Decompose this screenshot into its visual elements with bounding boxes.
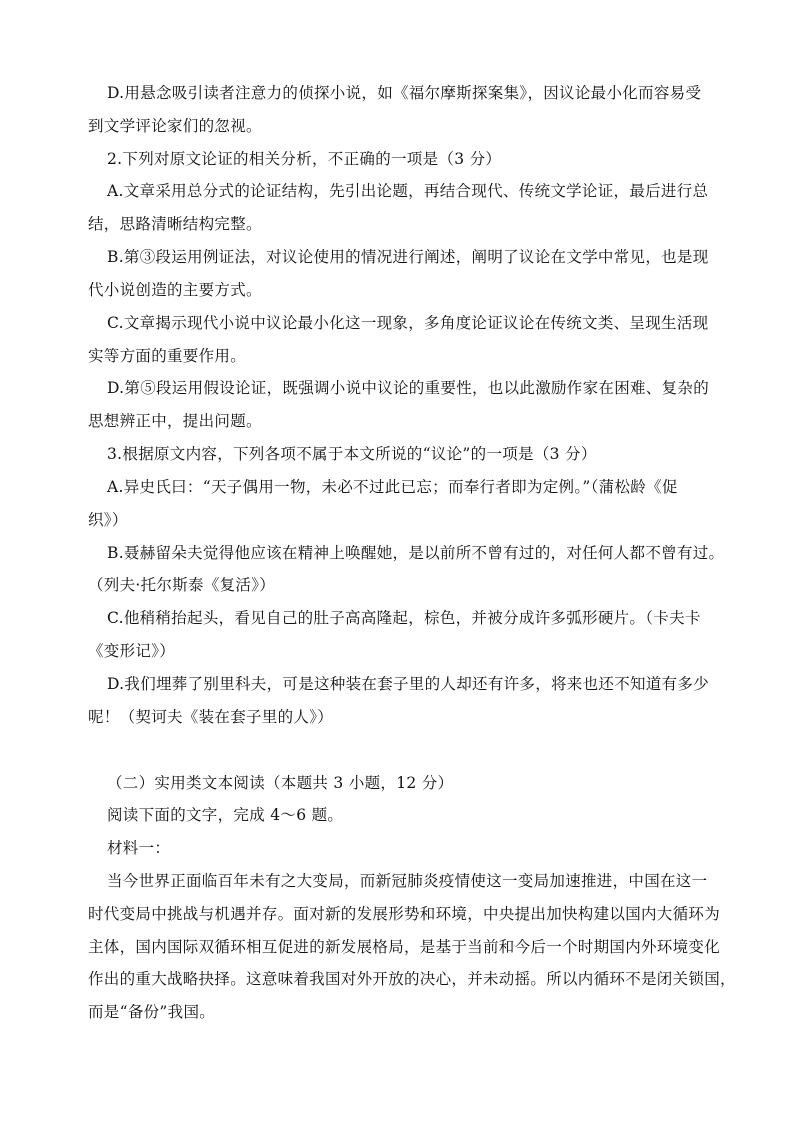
q2-option-d-line2: 思想辨正中，提出问题。 <box>88 412 262 430</box>
q2-option-c-line1: C.文章揭示现代小说中议论最小化这一现象，多角度论证议论在传统文类、呈现生活现 <box>107 314 709 332</box>
material-para-line1: 当今世界正面临百年未有之大变局，而新冠肺炎疫情使这一变局加速推进，中国在这一 <box>107 872 708 890</box>
q2-option-a-line1: A.文章采用总分式的论证结构，先引出论题，再结合现代、传统文学论证，最后进行总 <box>107 182 709 200</box>
material-label: 材料一： <box>107 839 171 857</box>
material-para-line5: 而是“备份”我国。 <box>88 1003 216 1021</box>
material-para-line4: 作出的重大战略抉择。这意味着我国对外开放的决心，并未动摇。所以内循环不是闭关锁国， <box>88 970 736 988</box>
q3-option-d-line1: D.我们埋葬了别里科夫，可是这种装在套子里的人却还有许多，将来也还不知道有多少 <box>107 675 710 693</box>
q2-stem: 2.下列对原文论证的相关分析，不正确的一项是（3 分） <box>107 150 502 168</box>
material-para-line3: 主体，国内国际双循环相互促进的新发展格局，是基于当前和今后一个时期国内外环境变化 <box>88 938 721 956</box>
q3-stem: 3.根据原文内容，下列各项不属于本文所说的“议论”的一项是（3 分） <box>107 445 597 463</box>
q3-option-b-line2: （列夫·托尔斯泰《复活》） <box>88 576 276 594</box>
material-para-line2: 时代变局中挑战与机遇并存。面对新的发展形势和环境，中央提出加快构建以国内大循环为 <box>88 905 721 923</box>
q2-option-b-line1: B.第③段运用例证法，对议论使用的情况进行阐述，阐明了议论在文学中常见，也是现 <box>107 248 709 266</box>
q1-option-d-line1: D.用悬念吸引读者注意力的侦探小说，如《福尔摩斯探案集》，因议论最小化而容易受 <box>107 84 702 102</box>
section-heading: （二）实用类文本阅读（本题共 3 小题，12 分） <box>107 774 454 792</box>
q3-option-b-line1: B.聂赫留朵夫觉得他应该在精神上唤醒她，是以前所不曾有过的，对任何人都不曾有过。 <box>107 544 725 562</box>
q2-option-b-line2: 代小说创造的主要方式。 <box>88 281 262 299</box>
q2-option-a-line2: 结，思路清晰结构完整。 <box>88 215 262 233</box>
q3-option-c-line2: 《变形记》） <box>88 642 176 660</box>
q1-option-d-line2: 到文学评论家们的忽视。 <box>88 117 262 135</box>
q3-option-a-line1: A.异史氏曰：“天子偶用一物，未必不过此已忘；而奉行者即为定例。”（蒲松龄《促 <box>107 478 678 496</box>
q3-option-a-line2: 织》） <box>88 511 128 529</box>
section-instruction: 阅读下面的文字，完成 4～6 题。 <box>107 806 344 824</box>
q3-option-d-line2: 呢！（契诃夫《装在套子里的人》） <box>88 708 334 726</box>
q3-option-c-line1: C.他稍稍抬起头，看见自己的肚子高高隆起，棕色，并被分成许多弧形硬片。（卡夫卡 <box>107 609 701 627</box>
q2-option-c-line2: 实等方面的重要作用。 <box>88 347 247 365</box>
q2-option-d-line1: D.第⑤段运用假设论证，既强调小说中议论的重要性，也以此激励作家在困难、复杂的 <box>107 379 710 397</box>
